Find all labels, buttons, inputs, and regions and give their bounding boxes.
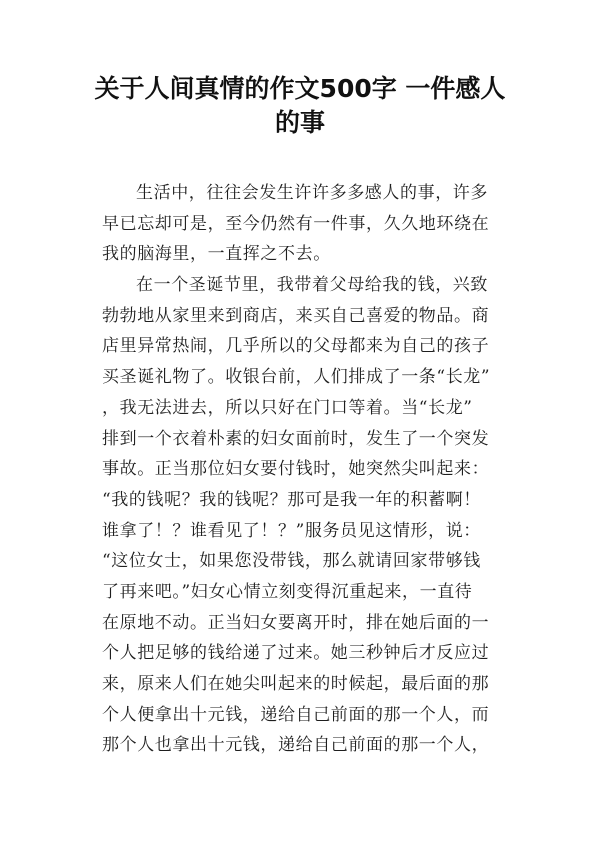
text-line: 买圣诞礼物了。收银台前，人们排成了一条“长龙” — [102, 367, 491, 388]
text-line: 谁拿了！？谁看见了！？”服务员见这情形，说： — [102, 520, 481, 541]
text-line: 事故。正当那位妇女要付钱时，她突然尖叫起来： — [102, 459, 490, 480]
text-line: 在一个圣诞节里，我带着父母给我的钱，兴致 — [136, 275, 488, 296]
document-body — [102, 178, 502, 761]
text-line: 排到一个衣着朴素的妇女面前时，发生了一个突发 — [102, 428, 490, 449]
text-line: 我的脑海里，一直挥之不去。 — [102, 244, 331, 265]
text-line: 个人把足够的钱给递了过来。她三秒钟后才反应过 — [102, 643, 490, 664]
paragraph-1 — [102, 178, 502, 270]
text-line: 勃勃地从家里来到商店，来买自己喜爱的物品。商 — [102, 305, 490, 326]
text-line: 个人便拿出十元钱，递给自己前面的那一个人，而 — [102, 704, 490, 725]
text-line: ，我无法进去，所以只好在门口等着。当“长龙” — [102, 397, 473, 418]
text-line: “这位女士，如果您没带钱，那么就请回家带够钱 — [102, 551, 481, 572]
text-line: 在原地不动。正当妇女要离开时，排在她后面的一 — [102, 612, 490, 633]
text-line: 早已忘却可是，至今仍然有一件事，久久地环绕在 — [102, 213, 490, 234]
text-line: 了再来吧。”妇女心情立刻变得沉重起来，一直待 — [102, 581, 473, 602]
document-title — [60, 72, 540, 140]
text-line: 生活中，往往会发生许许多多感人的事，许多 — [136, 183, 488, 203]
text-line: 那个人也拿出十元钱，递给自己前面的那一个人， — [102, 735, 490, 756]
paragraph-2 — [102, 270, 502, 761]
title-line-1: 关于人间真情的作文500字 一件感人 — [94, 74, 506, 103]
text-line: 来，原来人们在她尖叫起来的时候起，最后面的那 — [102, 674, 490, 694]
text-line: “我的钱呢？我的钱呢？那可是我一年的积蓄啊！ — [102, 489, 481, 510]
text-line: 店里异常热闹，几乎所以的父母都来为自己的孩子 — [102, 336, 490, 357]
title-line-2: 的事 — [274, 108, 325, 137]
